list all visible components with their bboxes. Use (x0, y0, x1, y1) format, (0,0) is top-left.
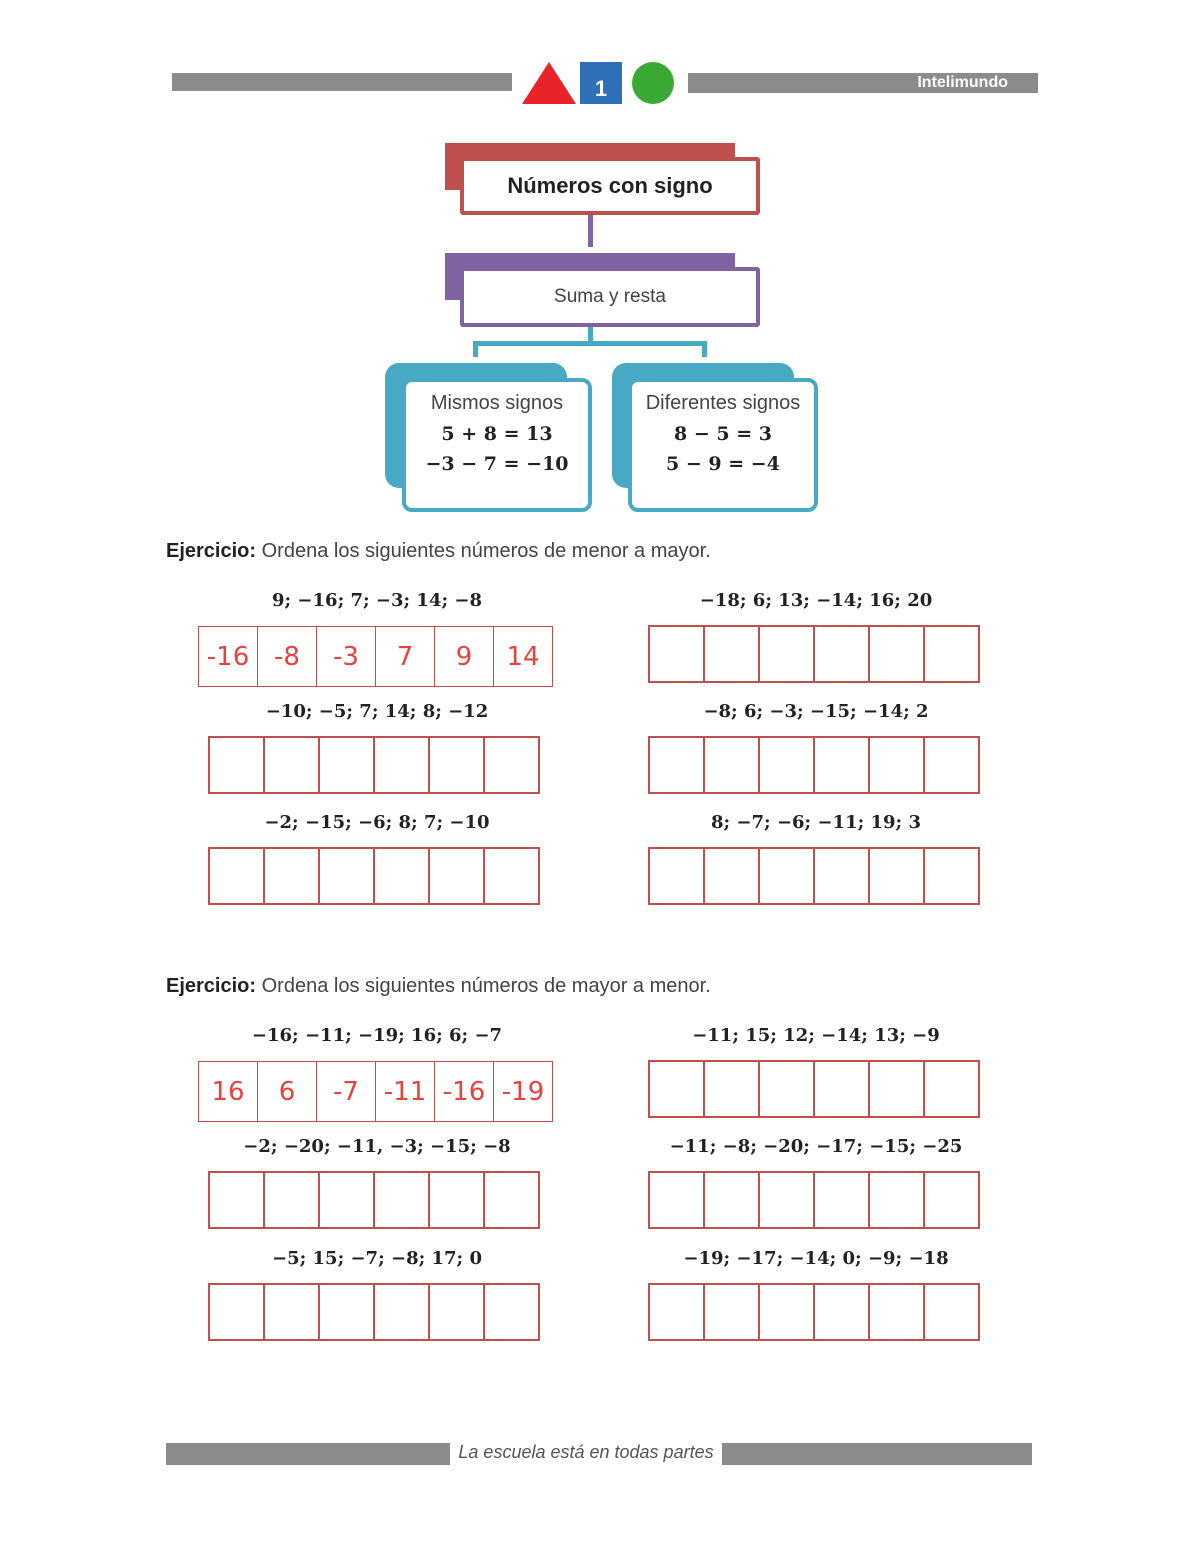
answer-cell[interactable] (923, 1283, 980, 1341)
answer-cell[interactable] (483, 1283, 540, 1341)
subtitle-box (460, 267, 760, 327)
answer-cell[interactable]: -8 (257, 626, 317, 687)
answer-cell[interactable] (923, 625, 980, 683)
answer-cell[interactable] (868, 1171, 925, 1229)
answer-cell[interactable] (263, 736, 320, 794)
answer-cell[interactable] (813, 1060, 870, 1118)
answer-cell[interactable] (758, 1171, 815, 1229)
number-sequence: 9; −16; 7; −3; 14; −8 (272, 590, 482, 611)
answer-cell[interactable] (428, 1283, 485, 1341)
answer-cell[interactable] (373, 1283, 430, 1341)
header-bar-left (172, 73, 512, 91)
answer-cell[interactable] (923, 1171, 980, 1229)
answer-cell[interactable]: -16 (198, 626, 258, 687)
different-signs-box (628, 378, 818, 512)
answer-cell[interactable] (813, 847, 870, 905)
answer-row (648, 1060, 980, 1118)
different-signs-example-2: 5 − 9 = −4 (666, 453, 780, 475)
answer-cell[interactable] (648, 1283, 705, 1341)
answer-cell[interactable] (318, 847, 375, 905)
exercise-1-label: Ejercicio: (166, 540, 257, 562)
answer-cell[interactable] (263, 1171, 320, 1229)
same-signs-box (402, 378, 592, 512)
answer-cell[interactable]: 7 (375, 626, 435, 687)
answer-cell[interactable]: -11 (375, 1061, 435, 1122)
map-subtitle: Suma y resta (554, 286, 666, 307)
answer-cell[interactable] (703, 1171, 760, 1229)
answer-cell[interactable] (428, 847, 485, 905)
circle-icon (630, 60, 676, 106)
number-sequence: −11; 15; 12; −14; 13; −9 (692, 1025, 940, 1046)
number-sequence: −5; 15; −7; −8; 17; 0 (272, 1248, 482, 1269)
answer-cell[interactable] (483, 736, 540, 794)
brand-name: Intelimundo (917, 74, 1008, 91)
answer-row (198, 626, 553, 687)
answer-cell[interactable] (758, 736, 815, 794)
exercise-2-instruction (166, 975, 711, 998)
answer-cell[interactable] (923, 1060, 980, 1118)
answer-row (208, 736, 540, 794)
answer-row (648, 625, 980, 683)
answer-cell[interactable] (428, 736, 485, 794)
answer-cell[interactable] (648, 1171, 705, 1229)
answer-cell[interactable] (868, 736, 925, 794)
answer-cell[interactable]: -3 (316, 626, 376, 687)
answer-cell[interactable] (813, 1171, 870, 1229)
number-sequence: −18; 6; 13; −14; 16; 20 (699, 590, 933, 611)
exercise-2-text: Ordena los siguientes números de mayor a menor. (261, 975, 711, 997)
answer-cell[interactable] (758, 625, 815, 683)
answer-cell[interactable] (373, 847, 430, 905)
footer-bar-right (722, 1443, 1032, 1465)
different-signs-example-1: 8 − 5 = 3 (674, 423, 772, 445)
same-signs-title: Mismos signos (430, 392, 564, 414)
connector-line (702, 341, 707, 357)
title-box (460, 157, 760, 215)
answer-cell[interactable] (428, 1171, 485, 1229)
answer-cell[interactable] (648, 847, 705, 905)
answer-cell[interactable] (318, 1283, 375, 1341)
answer-row (648, 1171, 980, 1229)
answer-cell[interactable] (318, 736, 375, 794)
number-sequence: −19; −17; −14; 0; −9; −18 (683, 1248, 949, 1269)
same-signs-example-1: 5 + 8 = 13 (441, 423, 553, 445)
number-square-icon (580, 62, 622, 104)
different-signs-title: Diferentes signos (645, 392, 801, 414)
number-sequence: −11; −8; −20; −17; −15; −25 (669, 1136, 963, 1157)
answer-cell[interactable] (923, 736, 980, 794)
answer-cell[interactable] (648, 625, 705, 683)
answer-row (208, 1283, 540, 1341)
answer-cell[interactable]: 9 (434, 626, 494, 687)
answer-cell[interactable] (208, 1171, 265, 1229)
answer-cell[interactable]: -7 (316, 1061, 376, 1122)
answer-cell[interactable] (703, 1060, 760, 1118)
answer-row (648, 847, 980, 905)
triangle-icon (520, 60, 578, 106)
answer-cell[interactable] (373, 1171, 430, 1229)
answer-cell[interactable]: 14 (493, 626, 553, 687)
answer-cell[interactable]: -16 (434, 1061, 494, 1122)
answer-cell[interactable] (758, 1283, 815, 1341)
answer-cell[interactable] (703, 736, 760, 794)
answer-cell[interactable] (373, 736, 430, 794)
answer-cell[interactable] (813, 736, 870, 794)
answer-cell[interactable] (263, 847, 320, 905)
exercise-1-text: Ordena los siguientes números de menor a mayor. (261, 540, 711, 562)
map-title: Números con signo (507, 173, 713, 198)
number-sequence: −2; −15; −6; 8; 7; −10 (264, 812, 490, 833)
answer-cell[interactable] (813, 1283, 870, 1341)
answer-row (648, 736, 980, 794)
connector-line (473, 341, 707, 346)
footer-bar-left (166, 1443, 450, 1465)
answer-cell[interactable] (868, 625, 925, 683)
number-sequence: 8; −7; −6; −11; 19; 3 (711, 812, 921, 833)
number-sequence: −16; −11; −19; 16; 6; −7 (251, 1025, 503, 1046)
answer-cell[interactable] (703, 847, 760, 905)
number-sequence: −8; 6; −3; −15; −14; 2 (703, 701, 929, 722)
exercise-1-instruction (166, 540, 711, 563)
number-sequence: −2; −20; −11, −3; −15; −8 (243, 1136, 511, 1157)
answer-cell[interactable] (703, 625, 760, 683)
same-signs-example-2: −3 − 7 = −10 (425, 453, 569, 475)
answer-cell[interactable] (208, 847, 265, 905)
answer-cell[interactable] (318, 1171, 375, 1229)
footer-slogan: La escuela está en todas partes (458, 1442, 714, 1462)
answer-cell[interactable] (868, 847, 925, 905)
answer-cell[interactable]: 16 (198, 1061, 258, 1122)
answer-cell[interactable] (263, 1283, 320, 1341)
answer-cell[interactable] (868, 1060, 925, 1118)
brand-bar (688, 73, 1038, 93)
connector-line (473, 341, 478, 357)
answer-cell[interactable] (868, 1283, 925, 1341)
answer-row (208, 847, 540, 905)
answer-cell[interactable]: -19 (493, 1061, 553, 1122)
answer-cell[interactable] (208, 736, 265, 794)
answer-cell[interactable] (703, 1283, 760, 1341)
answer-cell[interactable] (648, 1060, 705, 1118)
answer-cell[interactable] (648, 736, 705, 794)
answer-cell[interactable] (758, 1060, 815, 1118)
answer-cell[interactable] (483, 847, 540, 905)
answer-row (198, 1061, 553, 1122)
connector-line (588, 215, 593, 247)
number-sequence: −10; −5; 7; 14; 8; −12 (265, 701, 489, 722)
answer-row (208, 1171, 540, 1229)
answer-cell[interactable] (208, 1283, 265, 1341)
answer-row (648, 1283, 980, 1341)
answer-cell[interactable] (923, 847, 980, 905)
answer-cell[interactable] (483, 1171, 540, 1229)
answer-cell[interactable] (813, 625, 870, 683)
answer-cell[interactable]: 6 (257, 1061, 317, 1122)
logo-number: 1 (594, 76, 608, 101)
answer-cell[interactable] (758, 847, 815, 905)
exercise-2-label: Ejercicio: (166, 975, 257, 997)
